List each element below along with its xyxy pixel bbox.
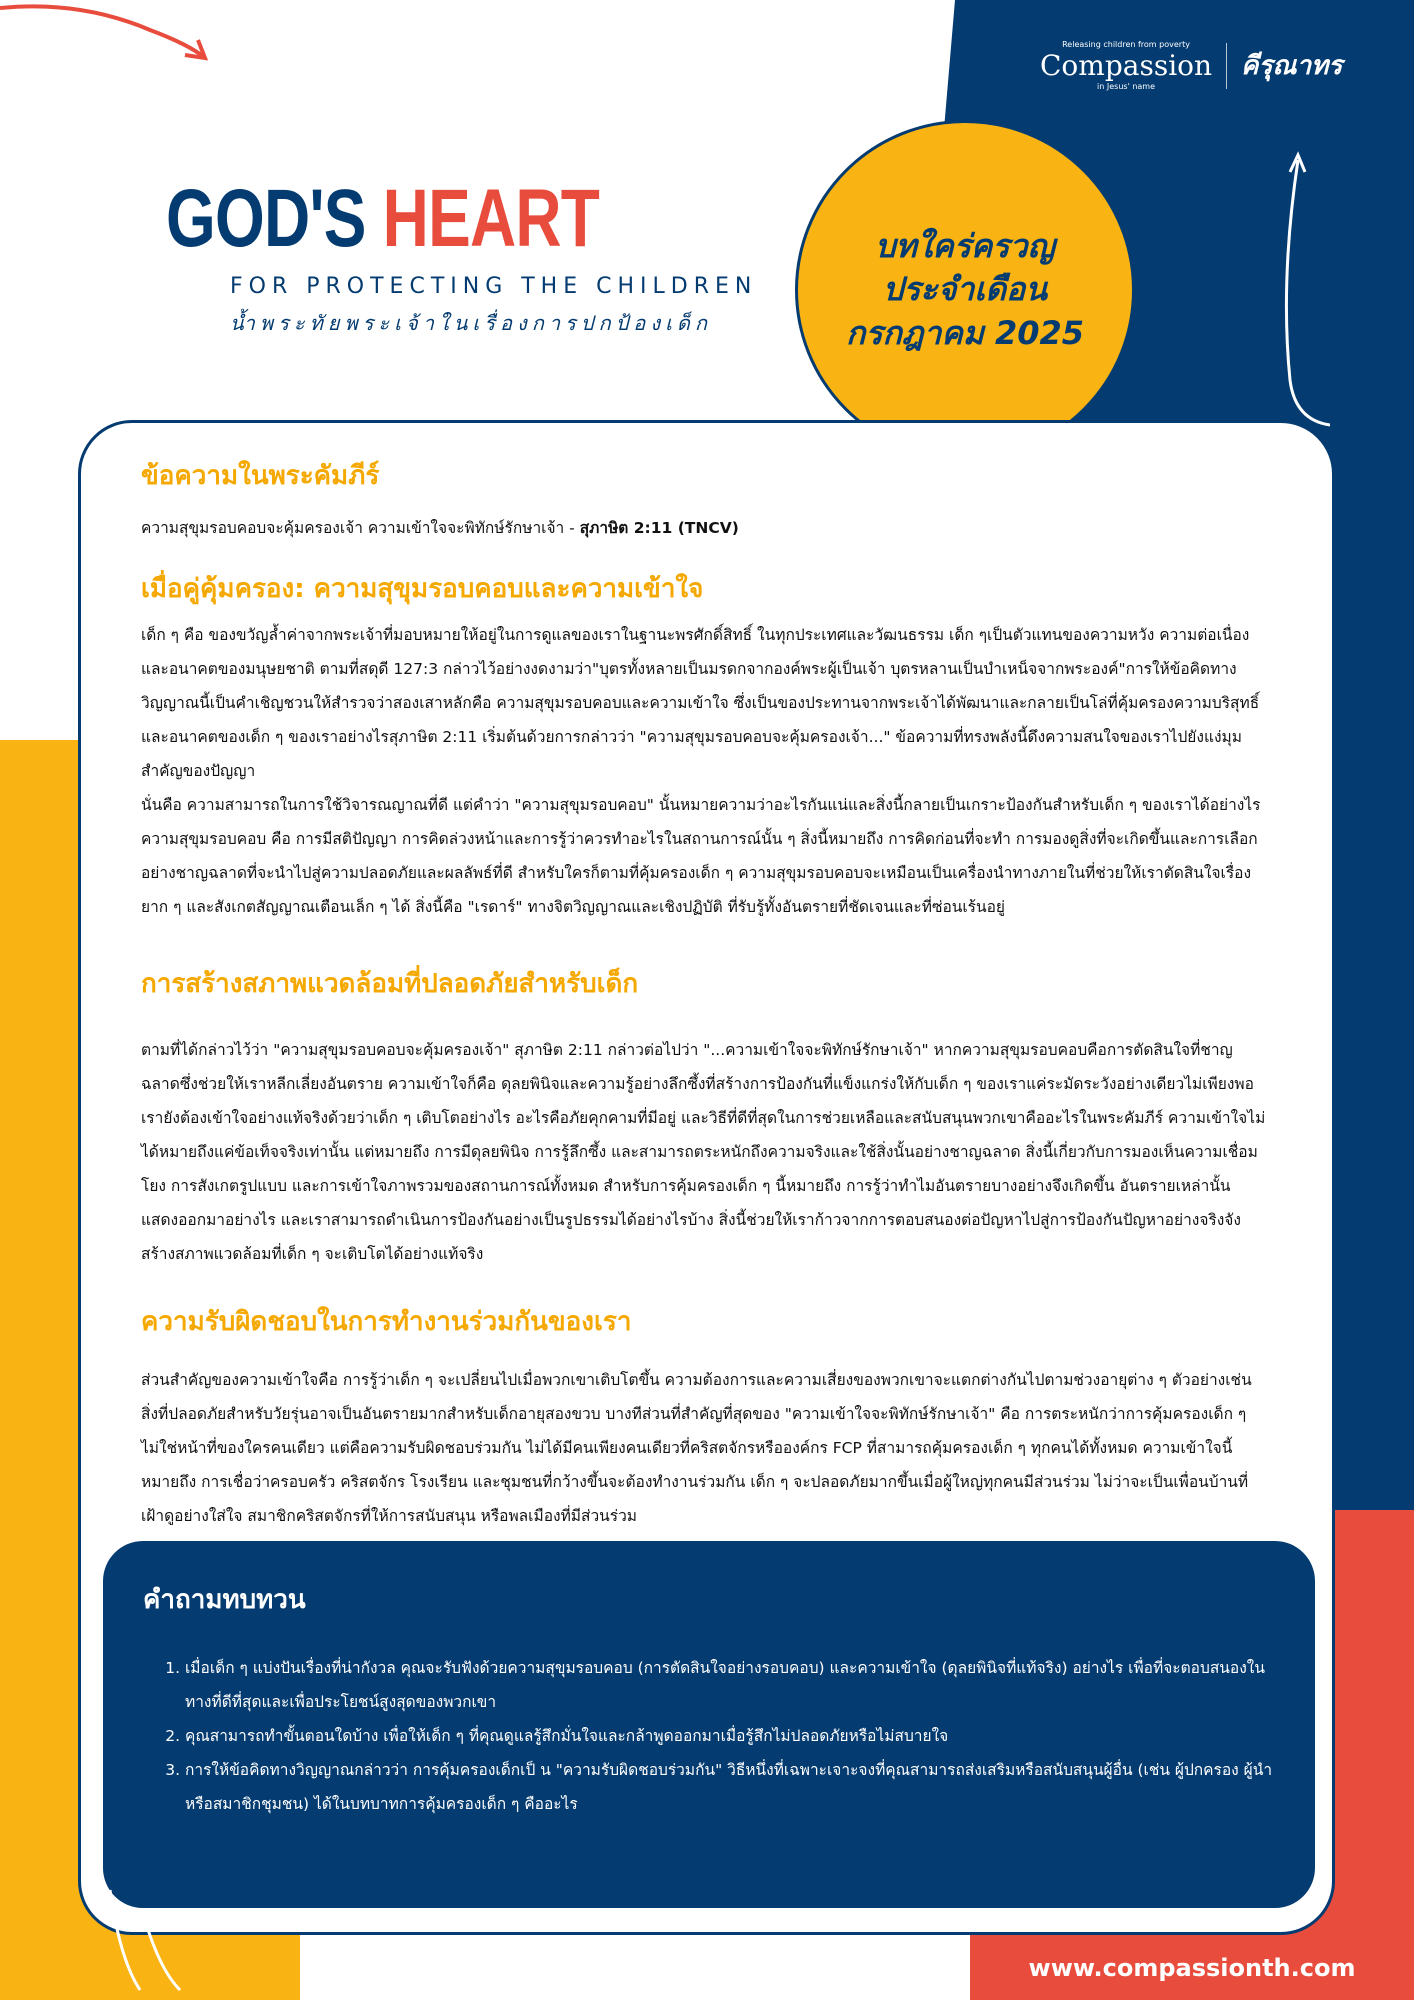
logo-subtitle-en: FOR PROTECTING THE CHILDREN <box>230 274 758 299</box>
decorative-arrow-icon <box>0 0 220 80</box>
logo-subtitle-th: น้ำพระทัยพระเจ้าในเรื่องการปกป้องเด็ก <box>230 311 713 335</box>
section-1-paragraph-2: นั่นคือ ความสามารถในการใช้วิจารณญาณที่ดี แต่คำว่า "ความสุขุมรอบคอบ" นั้นหมายความว่าอะไรกันแน่และสิ่งนี้กลายเป็นเกราะป้องกันสำหรับเด็ก ๆ ของเราได้อย่างไร ความสุขุมรอบคอบ คือ การมีสติปัญญา การคิดล่วงหน้าและการรู้ว่าควรทำอะไรในสถานการณ์นั้น ๆ สิ่งนี้หมายถึง การคิดก่อนที่จะทำ การมองดูสิ่งที่จะเกิดขึ้นและการเลือกอย่างชาญฉลาดที่จะนำไปสู่ความปลอดภัยและผลลัพธ์ที่ดี สำหรับใครก็ตามที่คุ้มครองเด็ก ๆ ความสุขุมรอบคอบจะเหมือนเป็นเครื่องนำทางภายในที่ช่วยให้เราตัดสินใจเรื่องยาก ๆ และสังเกตสัญญาณเตือนเล็ก ๆ ได้ สิ่งนี้คือ "เรดาร์" ทางจิตวิญญาณและเชิงปฏิบัติ ที่รับรู้ทั้งอันตรายที่ชัดเจนและที่ซ่อนเร้นอยู่ <box>141 796 1261 916</box>
brand-name-th: คีรุณาทร <box>1241 51 1343 81</box>
badge-line: กรกฎาคม 2025 <box>845 313 1085 352</box>
question-item: 1. เมื่อเด็ก ๆ แบ่งปันเรื่องที่น่ากังวล คุณจะรับฟังด้วยความสุขุมรอบคอบ (การตัดสินใจอย่างรอบคอบ) และความเข้าใจ (ดุลยพินิจที่แท้จริง) อย่างไร เพื่อที่จะตอบสนองในทางที่ดีที่สุดและเพื่อประโยชน์สูงสุดของพวกเขา <box>185 1651 1283 1719</box>
scripture-text: ความสุขุมรอบคอบจะคุ้มครองเจ้า ความเข้าใจจะพิทักษ์รักษาเจ้า - <box>141 519 580 537</box>
brand-tagline-bottom: in Jesus' name <box>1097 82 1155 91</box>
logo-title-heart: HEART <box>382 173 600 264</box>
logo-title <box>166 173 600 264</box>
website-link[interactable]: www.compassionth.com <box>970 1935 1414 2000</box>
badge-line: ประจำเดือน <box>882 270 1048 309</box>
section-1-paragraph-1: เด็ก ๆ คือ ของขวัญล้ำค่าจากพระเจ้าที่มอบหมายให้อยู่ในการดูแลของเราในฐานะพรศักดิ์สิทธิ์ ในทุกประเทศและวัฒนธรรม เด็ก ๆเป็นตัวแทนของความหวัง ความต่อเนื่อง และอนาคตของมนุษยชาติ ตามที่สดุดี 127:3 กล่าวไว้อย่างงดงามว่า"บุตรทั้งหลายเป็นมรดกจากองค์พระผู้เป็นเจ้า บุตรหลานเป็นบำเหน็จจากพระองค์"การให้ข้อคิดทางวิญญาณนี้เป็นคำเชิญชวนให้สำรวจว่าสองเสาหลักคือ ความสุขุมรอบคอบและความเข้าใจ ซึ่งเป็นของประทานจากพระเจ้าได้พัฒนาและกลายเป็นโล่ที่คุ้มครองความบริสุทธิ์และอนาคตของเด็ก ๆ ของเราอย่างไรสุภาษิต 2:11 เริ่มต้นด้วยการกล่าวว่า "ความสุขุมรอบคอบจะคุ้มครองเจ้า..." ข้อความที่ทรงพลังนี้ดึงความสนใจของเราไปยังแง่มุมสำคัญของปัญญา <box>141 626 1260 780</box>
question-item: 2. คุณสามารถทำขั้นตอนใดบ้าง เพื่อให้เด็ก ๆ ที่คุณดูแลรู้สึกมั่นใจและกล้าพูดออกมาเมื่อรู้สึกไม่ปลอดภัยหรือไม่สบายใจ <box>185 1719 1283 1753</box>
compassion-logo <box>1040 40 1342 91</box>
section-1-heading: เมื่อคู่คุ้มครอง: ความสุขุมรอบคอบและความเข้าใจ <box>141 574 704 604</box>
section-3-paragraph: ส่วนสำคัญของความเข้าใจคือ การรู้ว่าเด็ก ๆ จะเปลี่ยนไปเมื่อพวกเขาเติบโตขึ้น ความต้องการและความเสี่ยงของพวกเขาจะแตกต่างกันไปตามช่วงอายุต่าง ๆ ตัวอย่างเช่น สิ่งที่ปลอดภัยสำหรับวัยรุ่นอาจเป็นอันตรายมากสำหรับเด็กอายุสองขวบ บางทีส่วนที่สำคัญที่สุดของ "ความเข้าใจจะพิทักษ์รักษาเจ้า" คือ การตระหนักว่าการคุ้มครองเด็ก ๆ ไม่ใช่หน้าที่ของใครคนเดียว แต่คือความรับผิดชอบร่วมกัน ไม่ได้มีคนเพียงคนเดียวที่คริสตจักรหรือองค์กร FCP ที่สามารถคุ้มครองเด็ก ๆ ทุกคนได้ทั้งหมด ความเข้าใจนี้หมายถึง การเชื่อว่าครอบครัว คริสตจักร โรงเรียน และชุมชนที่กว้างขึ้นจะต้องทำงานร่วมกัน เด็ก ๆ จะปลอดภัยมากขึ้นเมื่อผู้ใหญ่ทุกคนมีส่วนร่วม ไม่ว่าจะเป็นเพื่อนบ้านที่เฝ้าดูอย่างใส่ใจ สมาชิกคริสตจักรที่ให้การสนับสนุน หรือพลเมืองที่มีส่วนร่วม <box>141 1371 1252 1525</box>
scripture-reference: สุภาษิต 2:11 (TNCV) <box>579 519 739 537</box>
section-3-heading: ความรับผิดชอบในการทำงานร่วมกันของเรา <box>141 1307 632 1337</box>
logo-divider <box>1226 43 1227 89</box>
content-card <box>78 420 1335 1935</box>
decorative-curve-arrow-icon <box>1270 140 1330 440</box>
scripture-verse <box>141 515 739 540</box>
brand-tagline-top: Releasing children from poverty <box>1062 40 1190 49</box>
review-questions-box <box>103 1541 1315 1908</box>
month-badge <box>795 120 1135 460</box>
brand-name: Compassion <box>1040 49 1213 82</box>
gods-heart-logo <box>150 120 758 339</box>
section-2-paragraph: ตามที่ได้กล่าวไว้ว่า "ความสุขุมรอบคอบจะคุ้มครองเจ้า" สุภาษิต 2:11 กล่าวต่อไปว่า "...ความเข้าใจจะพิทักษ์รักษาเจ้า" หากความสุขุมรอบคอบคือการตัดสินใจที่ชาญฉลาดซึ่งช่วยให้เราหลีกเลี่ยงอันตราย ความเข้าใจก็คือ ดุลยพินิจและความรู้อย่างลึกซึ้งที่สร้างการป้องกันที่แข็งแกร่งให้กับเด็ก ๆ ของเราแค่ระมัดระวังอย่างเดียวไม่เพียงพอ เรายังต้องเข้าใจอย่างแท้จริงด้วยว่าเด็ก ๆ เติบโตอย่างไร อะไรคือภัยคุกคามที่มีอยู่ และวิธีที่ดีที่สุดในการช่วยเหลือและสนับสนุนพวกเขาคืออะไรในพระคัมภีร์ ความเข้าใจไม่ได้หมายถึงแค่ข้อเท็จจริงเท่านั้น แต่หมายถึง การมีดุลยพินิจ การรู้ลึกซึ้ง และสามารถตระหนักถึงความจริงและใช้สิ่งนั้นอย่างชาญฉลาด สิ่งนี้เกี่ยวกับการมองเห็นความเชื่อมโยง การสังเกตรูปแบบ และการเข้าใจภาพรวมของสถานการณ์ทั้งหมด สำหรับการคุ้มครองเด็ก ๆ นี้หมายถึง การรู้ว่าทำไมอันตรายบางอย่างจึงเกิดขึ้น อันตรายเหล่านั้นแสดงออกมาอย่างไร และเราสามารถดำเนินการป้องกันอย่างเป็นรูปธรรมได้อย่างไรบ้าง สิ่งนี้ช่วยให้เราก้าวจากการตอบสนองต่อปัญหาไปสู่การป้องกันปัญหาอย่างจริงจัง สร้างสภาพแวดล้อมที่เด็ก ๆ จะเติบโตได้อย่างแท้จริง <box>141 1041 1266 1263</box>
question-item: 3. การให้ข้อคิดทางวิญญาณกล่าวว่า การคุ้มครองเด็กเป็ น "ความรับผิดชอบร่วมกัน" วิธีหนึ่งที่เฉพาะเจาะจงที่คุณสามารถส่งเสริมหรือสนับสนุนผู้อื่น (เช่น ผู้ปกครอง ผู้นำ หรือสมาชิกชุมชน) ได้ในบทบาทการคุ้มครองเด็ก ๆ คืออะไร <box>185 1753 1283 1821</box>
review-questions-heading: คำถามทบทวน <box>143 1585 306 1615</box>
decorative-squiggle-icon <box>100 1880 220 2000</box>
scripture-heading: ข้อความในพระคัมภีร์ <box>141 461 380 491</box>
section-2-heading: การสร้างสภาพแวดล้อมที่ปลอดภัยสำหรับเด็ก <box>141 969 639 999</box>
logo-title-gods: GOD'S <box>166 173 366 264</box>
review-questions-list <box>163 1651 1283 1821</box>
badge-line: บทใคร่ครวญ <box>875 227 1055 266</box>
